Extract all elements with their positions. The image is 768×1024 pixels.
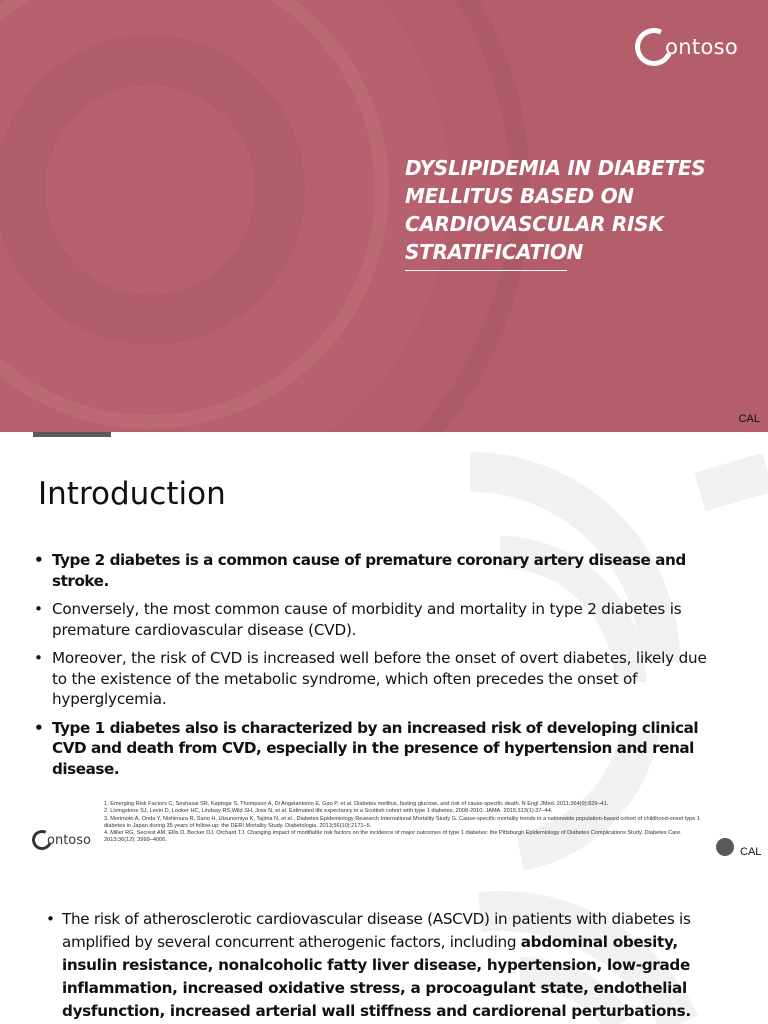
references bbox=[104, 801, 704, 845]
bullet-item: • Conversely, the most common cause of morbidity and mortality in type 2 diabetes is premature cardiovascular disease (CVD). bbox=[34, 599, 724, 640]
ascvd-slide bbox=[0, 872, 768, 1024]
bullet-item: • Type 1 diabetes also is characterized by an increased risk of developing clinical CVD and death from CVD, especially in the presence of hypertension and renal disease. bbox=[34, 718, 724, 780]
bullet-text: The risk of atherosclerotic cardiovascular disease (ASCVD) in patients with diabetes is amplified by several concurrent atherogenic factors, including bbox=[62, 910, 691, 951]
accent-bar bbox=[33, 432, 111, 437]
slide-title: DYSLIPIDEMIA IN DIABETES MELLITUS BASED ON CARDIOVASCULAR RISK STRATIFICATION bbox=[405, 156, 706, 264]
bullet-item: • Type 2 diabetes is a common cause of premature coronary artery disease and stroke. bbox=[34, 550, 724, 591]
footer-code: CAL bbox=[738, 413, 760, 425]
bullet-list bbox=[46, 908, 736, 1023]
footer-code: CAL bbox=[740, 846, 762, 858]
dot-icon bbox=[716, 838, 734, 856]
reference-item: 1. Emerging Risk Factors C, Seshasai SR, Kaptoge S, Thompson A, Di Angelantonio E, Gao P, et al. Diabetes mellitus, fasting glucose, and risk of cause-specific death. N Engl JMed. 2011;364(9):829–41. bbox=[104, 801, 609, 807]
title-slide bbox=[0, 0, 768, 432]
logo-text: ontoso bbox=[47, 832, 91, 848]
title-underline bbox=[405, 270, 567, 271]
slide-heading: Introduction bbox=[38, 476, 226, 512]
reference-item: 3. Morimoto A, Onda Y, Nishimura R, Sano H, Utsunomiya K, Tajima N, et al., Diabetes Epidemiology Research International Mortality Study G. Cause-specific mortality trends in a nationwide population-based cohort of childhood-onset type 1 diabetes in Japan during 35 years of follow-up: the DERI Mortality Study. Diabetologia. 2013;56(10):2171–5. bbox=[104, 815, 701, 829]
contoso-c-icon bbox=[29, 827, 55, 853]
reference-item: 2. Livingstone SJ, Levin D, Looker HC, Lindsay RS,Wild SH, Joss N, et al. Estimated life expectancy in a Scottish cohort with type 1 diabetes, 2008-2010. JAMA. 2015;313(1):37–44. bbox=[104, 808, 553, 815]
bullet-item bbox=[46, 908, 736, 1023]
title-block bbox=[405, 154, 745, 271]
reference-item: 4. Miller RG, Secrest AM, Ellis D, Becker DJ, Orchard TJ. Changing impact of modifiable risk factors on the incidence of major outcomes of type 1 diabetes: the Pittsburgh Epidemiology of Diabetes Complications Study. Diabetes Care. 2013;36(12): 3999–4006. bbox=[104, 830, 682, 844]
contoso-c-icon bbox=[630, 23, 679, 72]
contoso-logo bbox=[32, 830, 91, 850]
bullet-item: • Moreover, the risk of CVD is increased well before the onset of overt diabetes, likely due to the existence of the metabolic syndrome, which often precedes the onset of hyperglycemia. bbox=[34, 648, 724, 710]
logo-text: ontoso bbox=[665, 35, 738, 59]
bullet-bold-text: abdominal obesity, insulin resistance, nonalcoholic fatty liver disease, hypertension, low-grade inflammation, increased oxidative stress, a procoagulant state, endothelial dysfunction, increased arterial wall stiffness and cardiorenal perturbations. bbox=[62, 933, 691, 1020]
introduction-slide bbox=[0, 432, 768, 872]
bullet-list bbox=[34, 550, 724, 787]
contoso-logo bbox=[635, 28, 738, 66]
